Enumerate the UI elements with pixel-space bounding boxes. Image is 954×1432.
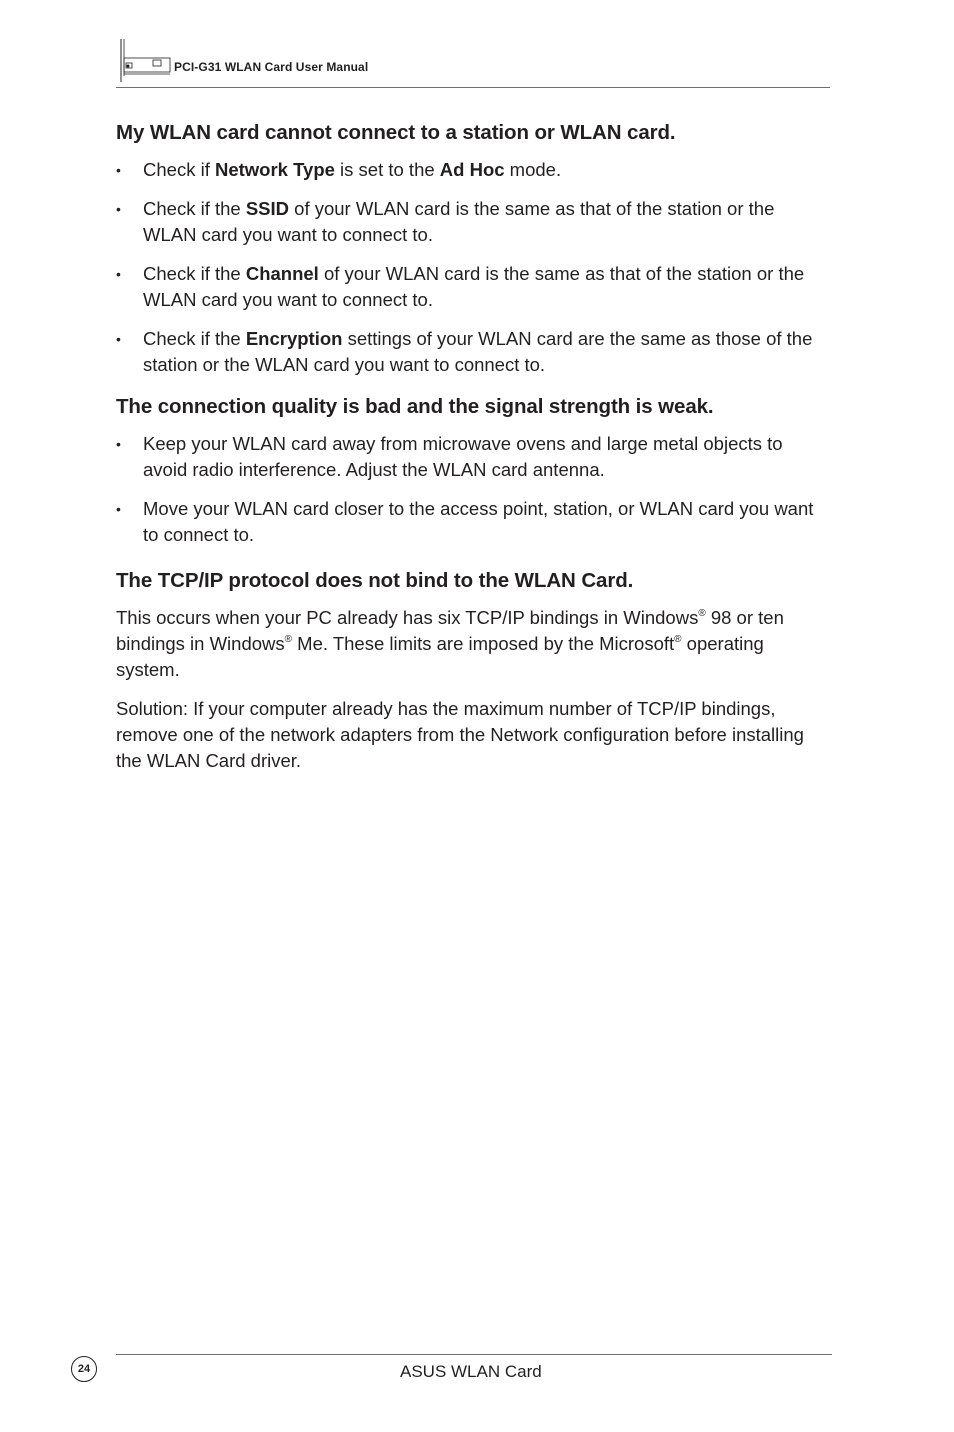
section-tcpip	[116, 566, 828, 774]
list-item: • Check if Network Type is set to the Ad Hoc mode.	[116, 157, 828, 183]
list-item: • Keep your WLAN card away from microwave ovens and large metal objects to avoid radio interference. Adjust the WLAN card antenna.	[116, 433, 783, 480]
section-heading: The TCP/IP protocol does not bind to the WLAN Card.	[116, 569, 634, 592]
bullet-icon: •	[116, 162, 121, 178]
list-item: • Check if the SSID of your WLAN card is the same as that of the station or the WLAN card you want to connect to.	[116, 198, 775, 245]
main-content	[116, 118, 828, 792]
bullet-icon: •	[116, 201, 121, 217]
header-divider	[116, 87, 830, 88]
bullet-list	[116, 157, 828, 378]
page-header	[116, 36, 830, 88]
page-number: 24	[71, 1356, 97, 1382]
header-title: PCI-G31 WLAN Card User Manual	[174, 60, 369, 74]
bullet-icon: •	[116, 436, 121, 452]
paragraph-solution: Solution: If your computer already has the maximum number of TCP/IP bindings, remove one of the network adapters from the Network configuration before installing the WLAN Card driver.	[116, 698, 804, 771]
section-heading: The connection quality is bad and the signal strength is weak.	[116, 395, 714, 418]
bullet-icon: •	[116, 501, 121, 517]
section-signal-quality	[116, 392, 828, 548]
paragraph-bindings: This occurs when your PC already has six TCP/IP bindings in Windows® 98 or ten bindings in Windows® Me. These limits are imposed by the Microsoft® operating system.	[116, 607, 784, 680]
pci-card-icon	[116, 36, 172, 86]
section-heading: My WLAN card cannot connect to a station or WLAN card.	[116, 121, 676, 144]
section-cannot-connect	[116, 118, 828, 378]
bullet-icon: •	[116, 266, 121, 282]
footer-divider	[116, 1354, 832, 1355]
bullet-icon: •	[116, 331, 121, 347]
list-item: • Check if the Encryption settings of your WLAN card are the same as those of the station or the WLAN card you want to connect to.	[116, 328, 813, 375]
bullet-list	[116, 431, 828, 548]
list-item: • Move your WLAN card closer to the access point, station, or WLAN card you want to connect to.	[116, 498, 814, 545]
footer-title: ASUS WLAN Card	[400, 1362, 542, 1381]
list-item: • Check if the Channel of your WLAN card is the same as that of the station or the WLAN card you want to connect to.	[116, 263, 805, 310]
